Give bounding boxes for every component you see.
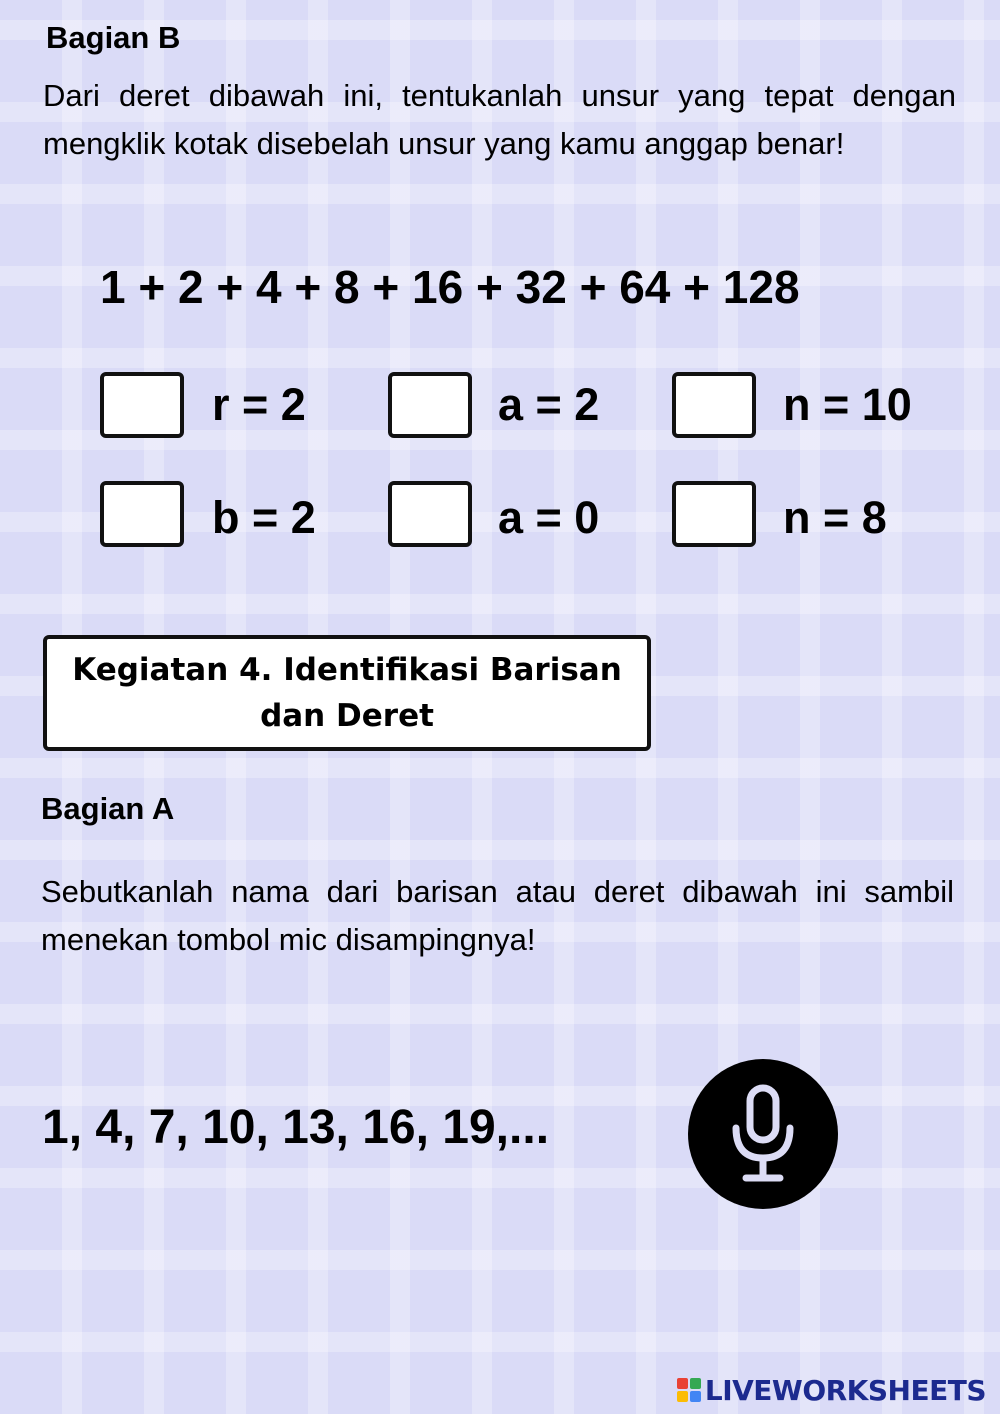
option-label-a-2: a = 2	[498, 379, 600, 430]
liveworksheets-logo-icon	[677, 1378, 701, 1402]
option-label-b-2: b = 2	[212, 492, 316, 543]
option-checkbox-r-2[interactable]	[100, 372, 184, 438]
option-checkbox-n-10[interactable]	[672, 372, 756, 438]
bagian-a-series: 1, 4, 7, 10, 13, 16, 19,...	[42, 1101, 550, 1154]
option-label-n-10: n = 10	[783, 379, 912, 430]
option-checkbox-a-2[interactable]	[388, 372, 472, 438]
liveworksheets-logo	[677, 1373, 986, 1407]
option-checkbox-b-2[interactable]	[100, 481, 184, 547]
mic-button[interactable]	[688, 1059, 838, 1209]
bagian-b-instruction: Dari deret dibawah ini, tentukanlah unsur yang tepat dengan mengklik kotak disebelah unsur yang kamu anggap benar!	[43, 78, 956, 161]
option-label-n-8: n = 8	[783, 492, 887, 543]
kegiatan-title: Kegiatan 4. Identifikasi Barisan dan Deret	[72, 652, 622, 734]
option-checkbox-a-0[interactable]	[388, 481, 472, 547]
liveworksheets-brand: LIVEWORKSHEETS	[704, 1373, 986, 1407]
microphone-icon	[728, 1084, 798, 1184]
bagian-b-heading: Bagian B	[46, 20, 181, 55]
option-label-a-0: a = 0	[498, 492, 600, 543]
bagian-b-series: 1 + 2 + 4 + 8 + 16 + 32 + 64 + 128	[100, 261, 800, 313]
bagian-a-heading: Bagian A	[41, 791, 175, 826]
bagian-a-instruction: Sebutkanlah nama dari barisan atau deret dibawah ini sambil menekan tombol mic disampingnya!	[41, 874, 954, 957]
option-label-r-2: r = 2	[212, 379, 306, 430]
kegiatan-title-box	[43, 635, 651, 751]
option-checkbox-n-8[interactable]	[672, 481, 756, 547]
